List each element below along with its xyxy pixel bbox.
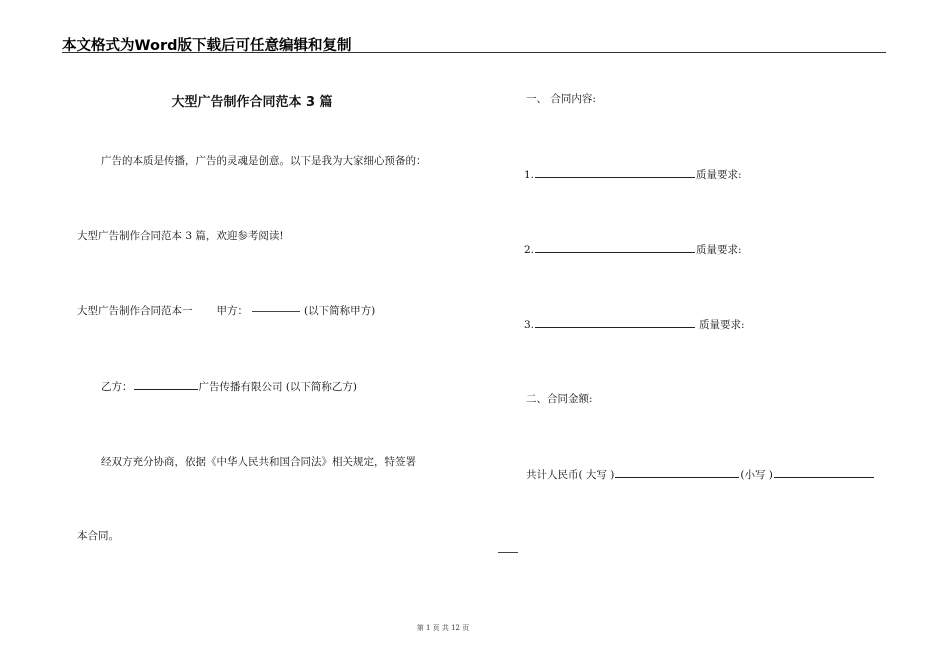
party-b-suffix: 广告传播有限公司 (以下简称乙方) [198,381,358,393]
total-lowercase-blank [774,467,874,478]
item-blank [535,167,695,178]
agreement-paragraph: 经双方充分协商，依据《中华人民共和国合同法》相关规定，特签署 [101,456,416,468]
item-number: 1. [524,169,535,181]
party-a-blank [252,311,300,312]
document-banner: 本文格式为Word版下载后可任意编辑和复制 [62,38,352,54]
contract-one-line [77,304,375,318]
party-b-line [101,379,357,394]
party-b-label: 乙方： [101,381,133,393]
section-contract-amount: 二、合同金额: [526,393,593,405]
total-uppercase-blank [615,467,739,478]
intro-paragraph: 广告的本质是传播，广告的灵魂是创意。以下是我为大家细心预备的： [101,155,427,167]
content-item-3 [524,317,745,332]
total-amount-line [526,467,875,482]
quality-requirement-label: 质量要求: [696,244,742,256]
agreement-paragraph-continued: 本合同。 [77,530,119,542]
contract-one-heading: 大型广告制作合同范本一 [77,305,193,317]
total-amount-uppercase-label: 共计人民币( 大写 ) [526,469,615,481]
column-end-mark [498,552,518,553]
document-title: 大型广告制作合同范本 3 篇 [171,95,333,110]
item-blank [535,317,695,328]
item-number: 2. [524,244,535,256]
intro-paragraph-continued: 大型广告制作合同范本 3 篇，欢迎参考阅读! [77,230,284,242]
banner-divider [62,52,886,53]
party-a-label: 甲方： [216,305,248,317]
item-blank [535,242,695,253]
item-number: 3. [524,319,535,331]
total-amount-lowercase-label: (小写 ) [740,469,773,481]
party-b-blank [134,379,198,390]
page-footer: 第 1 页 共 12 页 [416,624,470,632]
party-a-suffix: (以下简称甲方) [304,305,376,317]
content-item-2 [524,242,742,257]
quality-requirement-label: 质量要求: [696,169,742,181]
quality-requirement-label: 质量要求: [699,319,745,331]
section-contract-content: 一、 合同内容: [526,93,596,105]
content-item-1 [524,167,742,182]
